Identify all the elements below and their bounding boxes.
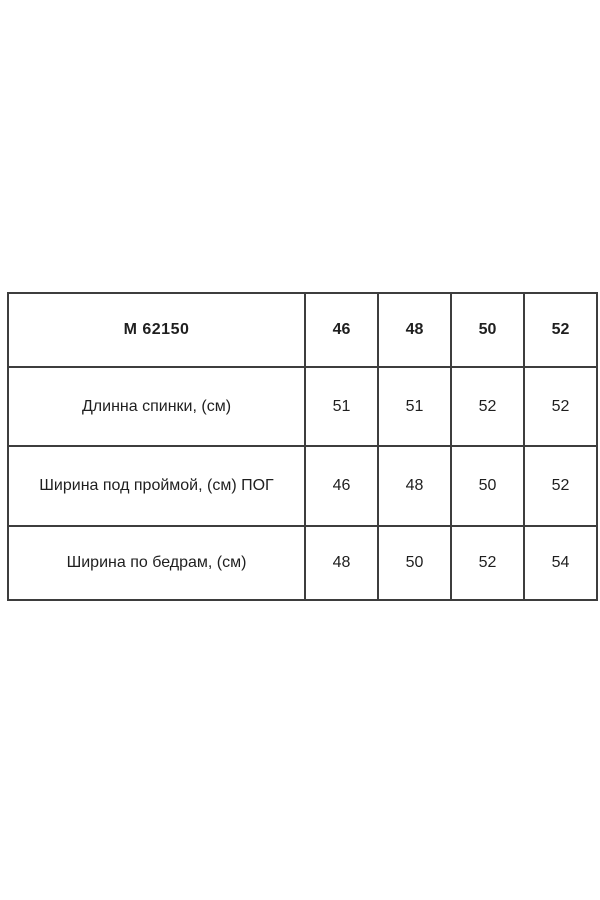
hip-width-size-48: 50 [378,526,451,600]
table-row-back-length [8,367,597,446]
armhole-width-size-46: 46 [305,446,378,526]
hip-width-size-50: 52 [451,526,524,600]
table-header-row [8,293,597,367]
table-row-armhole-width [8,446,597,526]
size-header-46: 46 [305,293,378,367]
table-row-hip-width [8,526,597,600]
row-label-back-length: Длинна спинки, (см) [8,367,305,446]
size-header-52: 52 [524,293,597,367]
size-header-50: 50 [451,293,524,367]
back-length-size-50: 52 [451,367,524,446]
back-length-size-46: 51 [305,367,378,446]
armhole-width-size-52: 52 [524,446,597,526]
back-length-size-48: 51 [378,367,451,446]
row-label-armhole-width: Ширина под проймой, (см) ПОГ [8,446,305,526]
row-label-hip-width: Ширина по бедрам, (см) [8,526,305,600]
model-number-label: М 62150 [8,293,305,367]
back-length-size-52: 52 [524,367,597,446]
armhole-width-size-50: 50 [451,446,524,526]
size-chart-table [7,292,598,601]
hip-width-size-46: 48 [305,526,378,600]
size-header-48: 48 [378,293,451,367]
hip-width-size-52: 54 [524,526,597,600]
armhole-width-size-48: 48 [378,446,451,526]
